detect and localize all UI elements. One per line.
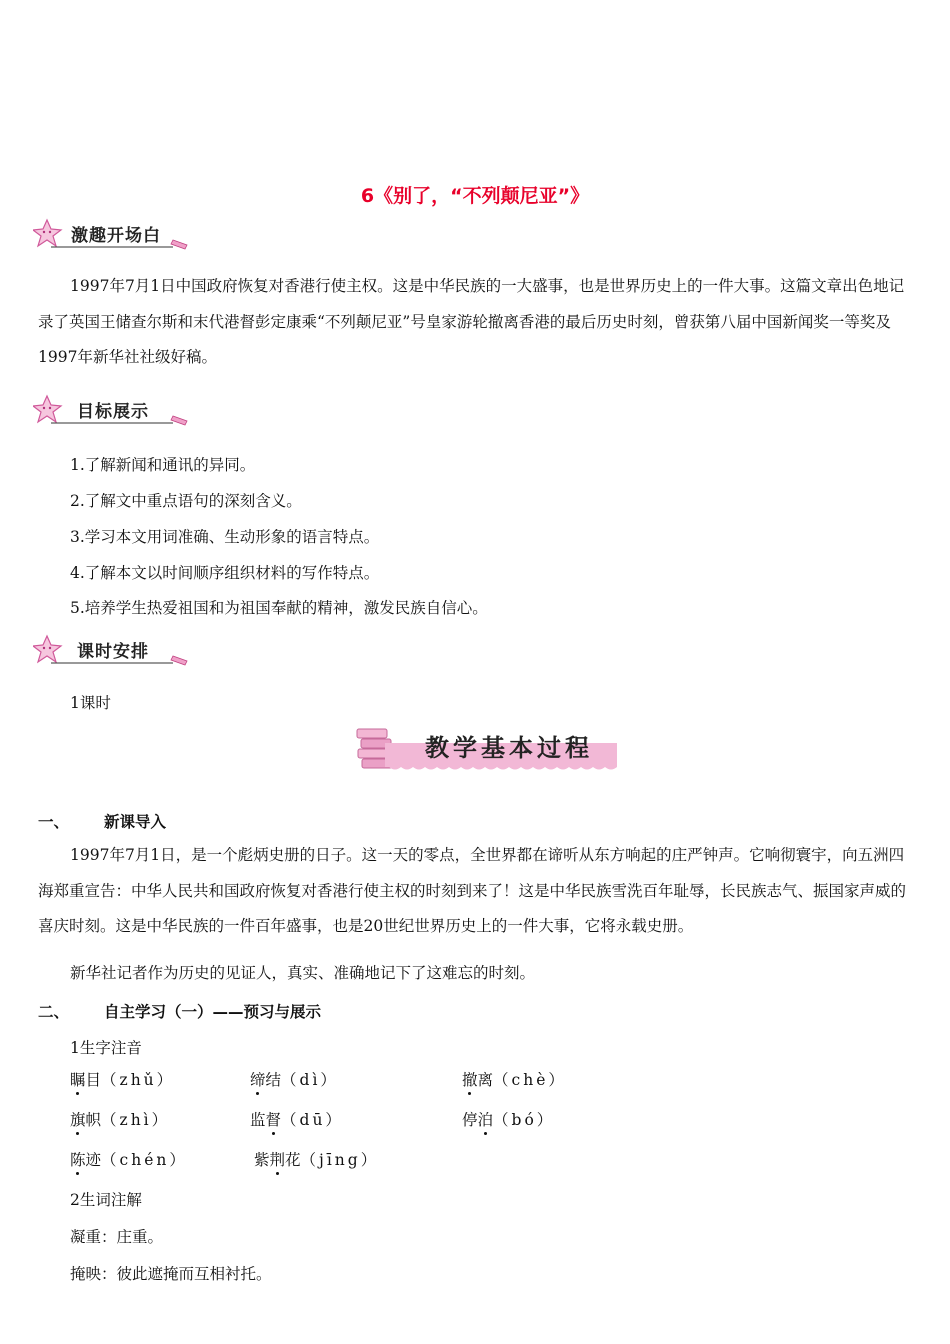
pinyin-item: 瞩目（zhǔ） — [70, 1068, 175, 1090]
part-title: 自主学习（一）——预习与展示 — [104, 1003, 322, 1021]
definition-item: 凝重：庄重。 — [70, 1228, 164, 1246]
goal-item: 4.了解本文以时间顺序组织材料的写作特点。 — [70, 564, 380, 582]
section-label: 目标展示 — [77, 402, 149, 422]
page-title: 6《别了，“不列颠尼亚”》 — [360, 185, 590, 207]
pinyin-item: 陈迹（chén） — [70, 1148, 188, 1170]
process-banner — [355, 723, 625, 779]
pinyin-item: 监督（dū） — [250, 1108, 344, 1130]
goal-item: 3.学习本文用词准确、生动形象的语言特点。 — [70, 528, 380, 546]
schedule-text: 1课时 — [70, 694, 111, 712]
pinyin-item: 紫荆花（jīng） — [254, 1148, 379, 1170]
section-label: 课时安排 — [77, 642, 149, 662]
part-title: 新课导入 — [104, 813, 167, 831]
definition-item: 掩映：彼此遮掩而互相衬托。 — [70, 1265, 272, 1283]
section-header-intro — [33, 218, 198, 252]
part1-heading — [38, 810, 166, 832]
part-number: 二、 — [38, 1003, 70, 1021]
goal-item: 1.了解新闻和通讯的异同。 — [70, 456, 256, 474]
section-header-schedule — [33, 634, 198, 668]
part-number: 一、 — [38, 813, 70, 831]
goal-item: 5.培养学生热爱祖国和为祖国奉献的精神，激发民族自信心。 — [70, 599, 488, 617]
section-label: 激趣开场白 — [71, 226, 161, 246]
subheading-definitions: 2生词注解 — [70, 1191, 142, 1209]
section-header-goals — [33, 394, 198, 428]
pinyin-item: 缔结（dì） — [250, 1068, 339, 1090]
pinyin-item: 旗帜（zhì） — [70, 1108, 170, 1130]
subheading-pinyin: 1生字注音 — [70, 1039, 142, 1057]
pinyin-item: 撤离（chè） — [462, 1068, 567, 1090]
part1-paragraph: 1997年7月1日，是一个彪炳史册的日子。这一天的零点，全世界都在谛听从东方响起的庄严钟声。它响彻寰宇，向五洲四海郑重宣告：中华人民共和国政府恢复对香港行使主权的时刻到来了！这是中华民族雪洗百年耻辱，长民族志气、振国家声威的喜庆时刻。这是中华民族的一件百年盛事，也是20世纪世界历史上的一件大事，它将永载史册。 — [38, 846, 907, 935]
banner-title: 教学基本过程 — [425, 734, 593, 762]
goal-item: 2.了解文中重点语句的深刻含义。 — [70, 492, 302, 510]
part1-paragraph: 新华社记者作为历史的见证人，真实、准确地记下了这难忘的时刻。 — [70, 964, 536, 982]
pinyin-item: 停泊（bó） — [462, 1108, 555, 1130]
part2-heading — [38, 1000, 321, 1022]
intro-paragraph: 1997年7月1日中国政府恢复对香港行使主权。这是中华民族的一大盛事，也是世界历史上的一件大事。这篇文章出色地记录了英国王储查尔斯和末代港督彭定康乘“不列颠尼亚”号皇家游轮撤离香港的最后历史时刻，曾获第八届中国新闻奖一等奖及1997年新华社社级好稿。 — [38, 277, 905, 366]
